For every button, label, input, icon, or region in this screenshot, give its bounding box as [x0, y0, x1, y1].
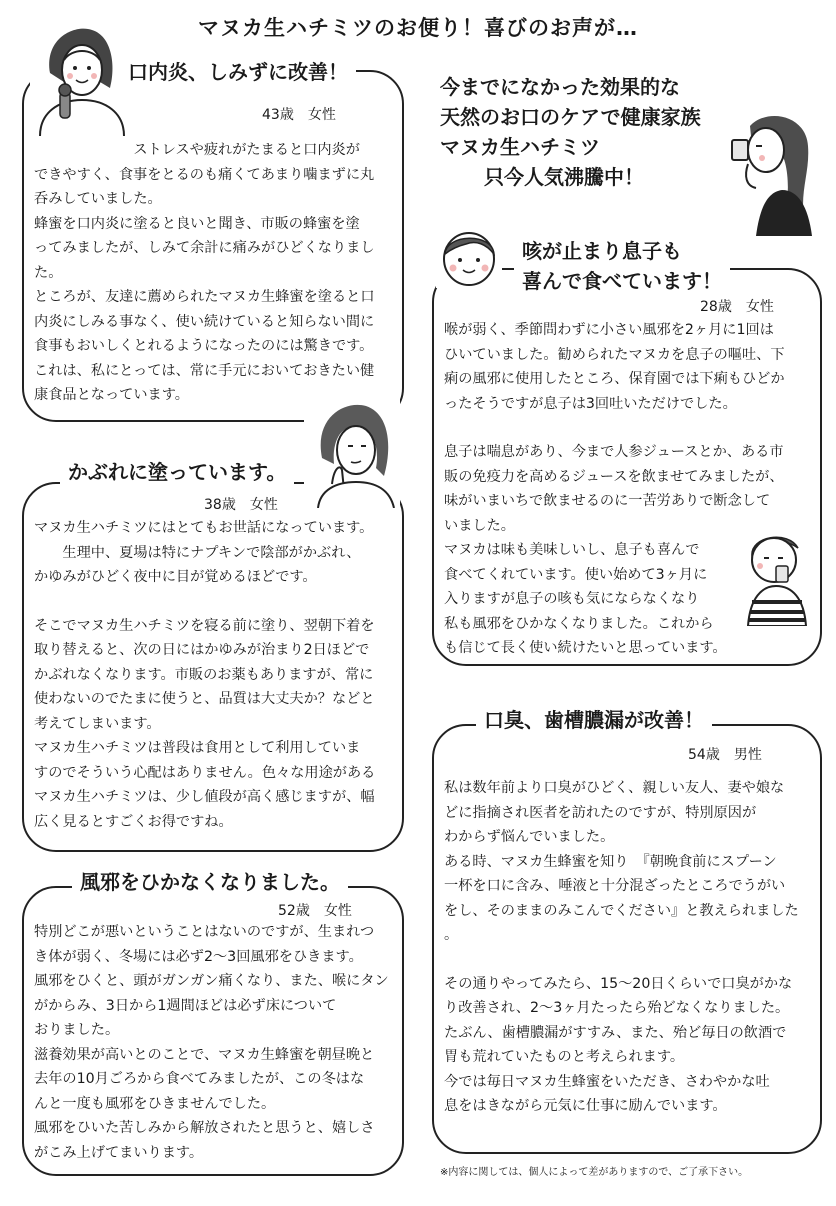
testimonial-paragraph: 蜂蜜を口内炎に塗ると良いと聞き、市販の蜂蜜を塗 ってみましたが、しみて余計に痛みがひどくなりまし た。: [34, 215, 375, 281]
boy-face-illustration: [436, 226, 502, 288]
testimonial-paragraph: ところが、友達に薦められたマヌカ生蜂蜜を塗ると口 内炎にしみる事なく、使い続けていると知らない間に 食事もおいしくとれるようになったのには驚きです。: [34, 289, 375, 354]
testimonial-paragraph: 特別どこが悪いということはないのですが、生まれつ き体が弱く、冬場には必ず2〜3回風邪をひきます。: [34, 924, 375, 965]
testimonial-heading: 咳が止まり息子も 喜んで食べています！: [514, 236, 730, 296]
testimonial-paragraph: ストレスや疲れがたまると口内炎が できやすく、食事をとるのも痛くてあまり噛まずに丸 呑みしていました。: [34, 142, 375, 207]
paragraph-spacer: [34, 590, 400, 614]
testimonial-paragraph: マヌカ生ハチミツは普段は食用として利用していま すのでそういう心配はありません。色々な用途がある マヌカ生ハチミツは、少し値段が高く感じますが、幅 広く見るとすごくお得ですね。: [34, 740, 376, 830]
testimonial-paragraph: 風邪をひいた苦しみから解放されたと思うと、嬉しさ がこみ上げてまいります。: [34, 1120, 375, 1161]
testimonial-age-gender: 52歳 女性: [278, 903, 352, 919]
woman-drinking-illustration: [716, 106, 826, 236]
woman-thinking-illustration: [304, 398, 400, 508]
testimonial-heading: 口臭、歯槽膿漏が改善！: [476, 708, 712, 733]
paragraph-spacer: [444, 416, 816, 440]
testimonial-age-gender: 28歳 女性: [700, 299, 774, 315]
testimonial-paragraph: 風邪をひくと、頭がガンガン痛くなり、また、喉にタン がからみ、3日から1週間ほどは必ず床について おりました。: [34, 973, 389, 1038]
testimonial-age-gender: 38歳 女性: [204, 497, 278, 513]
testimonial-paragraph: そこでマヌカ生ハチミツを寝る前に塗り、翌朝下着を 取り替えると、次の日にはかゆみが治まり2日ほどで かぶれなくなります。市販のお薬もありますが、常に 使わないのでたまに使うと、品質は大丈夫か？などと 考えてしまいます。: [34, 617, 375, 732]
testimonial-paragraph: 喉が弱く、季節問わずに小さい風邪を2ヶ月に1回は ひいていました。勧められたマヌカを息子の嘔吐、下 痢の風邪に使用したところ、保育園では下痢もひどか ったそうですが息子は3回吐いただけでした。: [444, 322, 785, 412]
testimonial-body: [444, 776, 816, 1119]
testimonial-paragraph: 今では毎日マヌカ生蜂蜜をいただき、さわやかな吐 息をはきながら元気に仕事に励んでいます。: [444, 1073, 770, 1114]
testimonial-paragraph: 私は数年前より口臭がひどく、親しい友人、妻や娘な どに指摘され医者を訪れたのですが、特別原因が わからず悩んでいました。: [444, 780, 785, 845]
testimonial-paragraph: ある時、マヌカ生蜂蜜を知り 『朝晩食前にスプーン 一杯を口に含み、唾液と十分混ざったところでうがい をし、そのままのみこんでください』と教えられました 。: [444, 853, 799, 943]
testimonial-age-gender: 54歳 男性: [688, 747, 762, 763]
testimonial-heading: かぶれに塗っています。: [60, 460, 294, 485]
testimonial-paragraph: マヌカは味も美味しいし、息子も喜んで 食べてくれています。使い始めて3ヶ月に 入りますが息子の咳も気にならなくなり 私も風邪をひかなくなりました。これから も信じて長く使い続けたいと思っています。: [444, 542, 727, 656]
testimonial-paragraph: これは、私にとっては、常に手元においておきたい健 康食品となっています。: [34, 362, 375, 403]
testimonial-paragraph: その通りやってみたら、15〜20日くらいで口臭がかな り改善され、2〜3ヶ月たったら殆どなくなりました。: [444, 975, 793, 1016]
promo-banner-line: 只今人気沸騰中！: [484, 165, 644, 189]
promo-banner-line: 天然のお口のケアで健康家族: [440, 105, 701, 129]
testimonial-paragraph: 息子は喘息があり、今まで人参ジュースとか、ある市 販の免疫力を高めるジュースを飲ませてみましたが、 味がいまいちで飲ませるのに一苦労ありで断念して いました。: [444, 444, 784, 534]
woman-microphone-illustration: [30, 18, 130, 136]
testimonial-body: [34, 138, 396, 408]
testimonial-body: [34, 516, 400, 834]
testimonial-body: [34, 920, 400, 1165]
testimonial-heading: 風邪をひかなくなりました。: [72, 870, 348, 895]
promo-banner-line: マヌカ生ハチミツ: [440, 135, 600, 159]
paragraph-spacer: [444, 948, 816, 972]
disclaimer-footnote: ※内容に関しては、個人によって差がありますので、ご了承下さい。: [440, 1167, 749, 1178]
page-title: マヌカ生ハチミツのお便り！喜びのお声が…: [198, 16, 638, 40]
testimonial-paragraph: マヌカ生ハチミツにはとてもお世話になっています。 生理中、夏場は特にナプキンで陰部がかぶれ、 かゆみがひどく夜中に目が覚めるほどです。: [34, 520, 374, 585]
testimonial-heading: 口内炎、しみずに改善！: [120, 60, 356, 85]
boy-drinking-illustration: [738, 526, 814, 626]
promo-banner: [440, 72, 740, 192]
testimonial-paragraph: 滋養効果が高いとのことで、マヌカ生蜂蜜を朝昼晩と 去年の10月ごろから食べてみましたが、この冬はな んと一度も風邪をひきませんでした。: [34, 1046, 375, 1112]
testimonial-paragraph: たぶん、歯槽膿漏がすすみ、また、殆ど毎日の飲酒で 胃も荒れていたものと考えられます。: [444, 1024, 787, 1065]
testimonial-age-gender: 43歳 女性: [262, 107, 336, 123]
promo-banner-line: 今までになかった効果的な: [440, 75, 680, 99]
